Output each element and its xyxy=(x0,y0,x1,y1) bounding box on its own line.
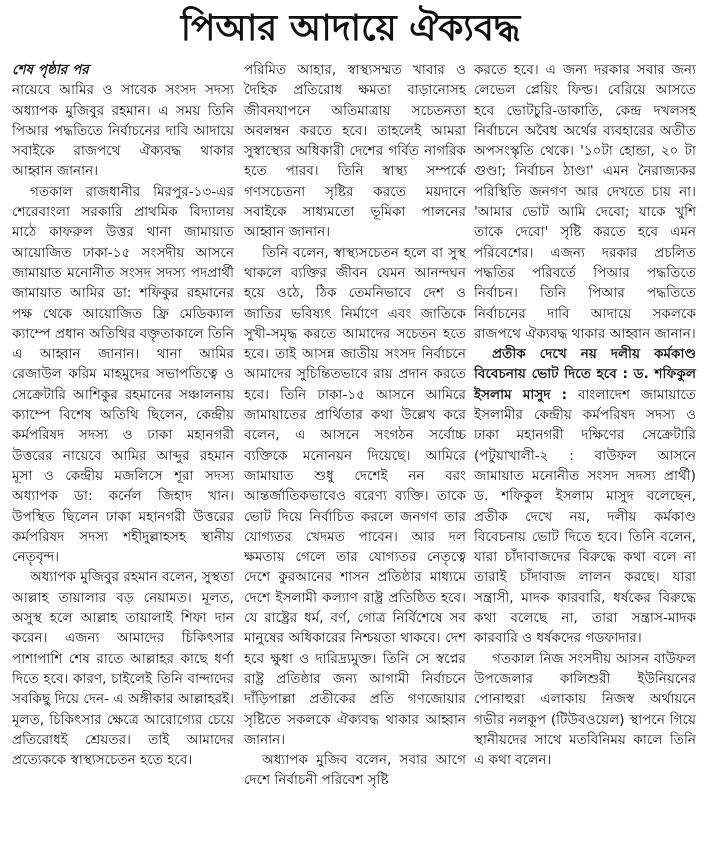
article-column-3 xyxy=(474,60,696,770)
paragraph: অধ্যাপক মুজিবুর রহমান বলেন, সুস্থতা আল্লাহ তায়ালার বড় নেয়ামত। মূলত, অসুস্থ হলে আল্লাহ তায়ালাই শিফা দান করেন। এজন্য আমাদের চিকিৎসার পাশাপাশি শেষ রাতে আল্লাহর কাছে ধর্ণা দিতে হবে। কারণ, চাইলেই তিনি বান্দাদের সবকিছু দিয়ে দেন- এ অঙ্গীকার আল্লাহরই। মূলত, চিকিৎসার ক্ষেত্রে আরোগ্যের চেয়ে প্রতিরোধই শ্রেয়তর। তাই আমাদের প্রত্যেককে স্বাস্থ্যসচেতন হতে হবে। xyxy=(12,569,234,769)
paragraph: তিনি বলেন, স্বাস্থ্যসচেতন হলে বা সুস্থ থাকলে ব্যক্তির জীবন যেমন আনন্দঘন হয়ে ওঠে, ঠিক তেমনিভাবে দেশ ও জাতির ভবিষ্যৎ নির্মাণে এবং জাতিকে সুখী-সমৃদ্ধ করতে আমাদের সচেতন হতে হবে। তাই আসন্ন জাতীয় সংসদ নির্বাচনে আমাদের সুচিন্তিতভাবে রায় প্রদান করতে হবে। তিনি ঢাকা-১৫ আসনে আমিরে জামায়াতের প্রার্থিতার কথা উল্লেখ করে বলেন, এ আসনে সংগঠন সর্বোচ্চ ব্যক্তিকে মনোনয়ন দিয়েছে। আমিরে জামায়াত শুধু দেশেই নন বরং আন্তর্জাতিকভাবেও বরেণ্য ব্যক্তি। তাকে ভোট দিয়ে নির্বাচিত করলে জনগণ তার যোগ্যতর খেদমত পাবেন। আর দল ক্ষমতায় গেলে তার যোগ্যতর নেতৃত্বে দেশে কুরআনের শাসন প্রতিষ্ঠার মাধ্যমে দেশে ইসলামী কল্যাণ রাষ্ট্র প্রতিষ্ঠিত হবে। যে রাষ্ট্রের ধর্ম, বর্ণ, গোত্র নির্বিশেষে সব মানুষের অধিকারের নিশ্চয়তা থাকবে। দেশ হবে ক্ষুধা ও দারিদ্র্যমুক্ত। তিনি সে স্বপ্নের রাষ্ট্র প্রতিষ্ঠার জন্য আগামী নির্বাচনে দাঁড়িপাল্লা প্রতীকের প্রতি গণজোয়ার সৃষ্টিতে সকলকে ঐক্যবদ্ধ থাকার আহ্বান জানান। xyxy=(244,244,466,748)
paragraph: করতে হবে। এ জন্য দরকার সবার জন্য লেভেল প্লেয়িং ফিল্ড। বেরিয়ে আসতে হবে ভোটচুরি-ডাকাতি, কেন্দ্র দখলসহ নির্বাচনে অবৈধ অর্থের ব্যবহারের অতীত অপসংস্কৃতি থেকে। '১০টা হোন্ডা, ২০ টা গুণ্ডা; নির্বাচন ঠাণ্ডা' এমন নৈরাজ্যকর পরিস্থিতি জনগণ আর দেখতে চায় না। 'আমার ভোট আমি দেবো; যাকে খুশি তাকে দেবো' সৃষ্টি করতে হবে এমন পরিবেশের। এজন্য দরকার প্রচলিত পদ্ধতির পরিবর্তে পিআর পদ্ধতিতে নির্বাচন। তিনি পিআর পদ্ধতিতে নির্বাচনের দাবি আদায়ে সকলকে রাজপথে ঐক্যবদ্ধ থাকার আহ্বান জানান। xyxy=(474,62,696,342)
paragraph: নায়েবে আমির ও সাবেক সংসদ সদস্য অধ্যাপক মুজিবুর রহমান। এ সময় তিনি পিআর পদ্ধতিতে নির্বাচনের দাবি আদায়ে সবাইকে রাজপথে ঐক্যবদ্ধ থাকার আহ্বান জানান। xyxy=(12,82,234,180)
continued-from-label: শেষ পৃষ্ঠার পর xyxy=(12,62,89,78)
paragraph-text: বাংলাদেশ জামায়াতে ইসলামীর কেন্দ্রীয় কর্মপরিষদ সদস্য ও ঢাকা মহানগরী দক্ষিণের সেক্রেটারি (পটুয়াখালী-২ : বাউফল আসনে জামায়াত মনোনীত সংসদ সদস্য প্রার্থী) ড. শফিকুল ইসলাম মাসুদ বলেছেন, প্রতীক দেখে নয়, দলীয় কর্মকাণ্ড বিবেচনায় ভোট দিতে হবে। তিনি বলেন, যারা চাঁদাবাজদের বিরুদ্ধে কথা বলে না তারাই চাঁদাবাজ লালন করছে। যারা সন্ত্রাসী, মাদক কারবারি, ধর্ষকের বিরুদ্ধে কথা বলেছে না, তারা সন্ত্রাস-মাদক কারবারি ও ধর্ষকদের গডফাদার। xyxy=(474,386,696,647)
subheading: প্রতীক দেখে নয় দলীয় কর্মকাণ্ড বিবেচনায় ভোট দিতে হবে : ড. শফিকুল ইসলাম মাসুদ : xyxy=(474,346,696,403)
paragraph: পরিমিত আহার, স্বাস্থ্যসম্মত খাবার ও দৈহিক প্রতিরোধ ক্ষমতা বাড়ানোসহ জীবনযাপনে অতিমাত্রায় সচেতনতা অবলম্বন করতে হবে। তাহলেই আমরা সুস্বাস্থ্যের অধিকারী দেশের গর্বিত নাগরিক হতে পারব। তিনি স্বাস্থ্য সম্পর্কে গণসচেতনা সৃষ্টির করতে ময়দানে সবাইকে সাধ্যমতো ভূমিকা পালনের আহ্বান জানান। xyxy=(244,62,466,241)
paragraph: অধ্যাপক মুজিব বলেন, সবার আগে দেশে নির্বাচনী পরিবেশ সৃষ্টি xyxy=(244,752,466,789)
article-column-2 xyxy=(244,60,466,791)
headline: পিআর আদায়ে ঐক্যবদ্ধ xyxy=(180,8,521,49)
article-column-1 xyxy=(12,60,234,770)
subhead-paragraph xyxy=(474,344,696,648)
paragraph: গতকাল নিজ সংসদীয় আসন বাউফল উপজেলার কালিশুরী ইউনিয়নের পোনাহুরা এলাকায় নিজস্ব অর্থায়নে গভীর নলকূপ (টিউবওয়েল) স্থাপনে গিয়ে স্থানীয়দের সাথে মতবিনিময় কালে তিনি এ কথা বলেন। xyxy=(474,650,696,769)
paragraph: গতকাল রাজধানীর মিরপুর-১৩-এর শেরেবাংলা সরকারি প্রাথমিক বিদ্যালয় মাঠে কাফরুল উত্তর থানা জামায়াত আয়োজিত ঢাকা-১৫ সংসদীয় আসনে জামায়াত মনোনীত সংসদ সদস্য পদপ্রার্থী জামায়াত আমির ডা: শফিকুর রহমানের পক্ষ থেকে আয়োজিত ফ্রি মেডিক্যাল ক্যাম্পে প্রধান অতিথির বক্তৃতাকালে তিনি এ আহ্বান জানান। থানা আমির রেজাউল করিম মাহমুদের সভাপতিত্বে ও সেক্রেটারি আশিকুর রহমানের সঞ্চালনায় ক্যাম্পে বিশেষ অতিথি ছিলেন, কেন্দ্রীয় কর্মপরিষদ সদস্য ও ঢাকা মহানগরী উত্তরের নায়েবে আমির আব্দুর রহমান মূসা ও কেন্দ্রীয় মজলিসে শূরা সদস্য অধ্যাপক ডা: কর্নেল জিহাদ খান। উপস্থিত ছিলেন ঢাকা মহানগরী উত্তরের কর্মপরিষদ সদস্য শহীদুল্লাহসহ স্থানীয় নেতৃবৃন্দ। xyxy=(12,183,234,566)
